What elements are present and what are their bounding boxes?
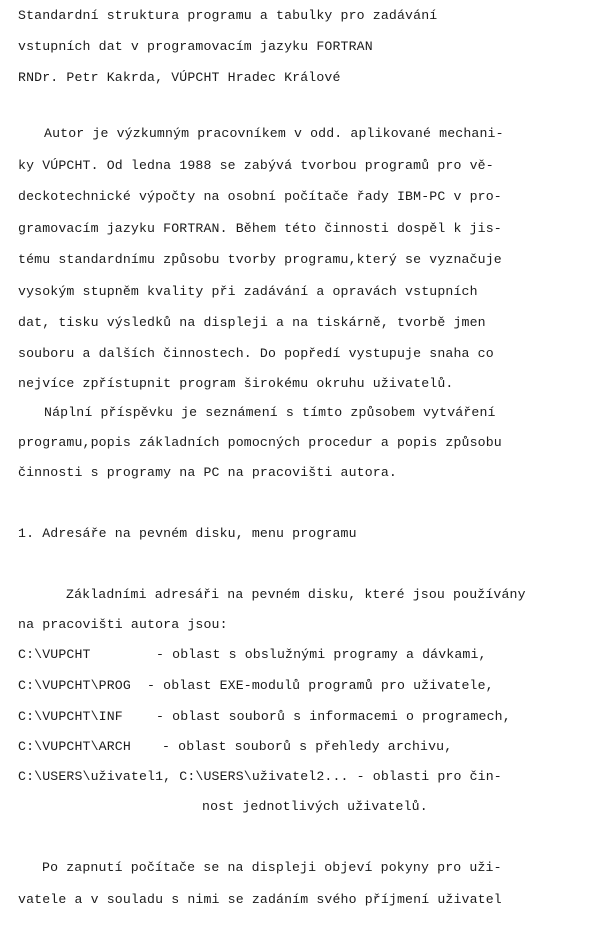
intro-line-7: dat, tisku výsledků na displeji a na tiskárně, tvorbě jmen [18, 315, 486, 330]
intro-line-6: vysokým stupněm kvality při zadávání a opravách vstupních [18, 284, 478, 299]
purpose-line-3: činnosti s programy na PC na pracovišti autora. [18, 465, 397, 480]
intro-line-9: nejvíce zpřístupnit program širokému okruhu uživatelů. [18, 376, 454, 391]
section-1-heading: 1. Adresáře na pevném disku, menu programu [18, 526, 357, 541]
purpose-line-2: programu,popis základních pomocných procedur a popis způsobu [18, 435, 502, 450]
directory-path: C:\VUPCHT\ARCH [18, 739, 131, 754]
intro-line-5: tému standardnímu způsobu tvorby programu,který se vyznačuje [18, 252, 502, 267]
author-line: RNDr. Petr Kakrda, VÚPCHT Hradec Králové [18, 70, 341, 85]
title-line-2: vstupních dat v programovacím jazyku FORTRAN [18, 39, 373, 54]
users-line-1: C:\USERS\uživatel1, C:\USERS\uživatel2... - oblasti pro čin- [18, 769, 502, 784]
intro-line-8: souboru a dalších činnostech. Do popředí vystupuje snaha co [18, 346, 494, 361]
directory-description: - oblast souborů s informacemi o programech, [156, 709, 511, 724]
intro-line-3: deckotechnické výpočty na osobní počítače řady IBM-PC v pro- [18, 189, 502, 204]
directory-description: - oblast souborů s přehledy archivu, [162, 739, 453, 754]
users-line-2: nost jednotlivých uživatelů. [202, 799, 428, 814]
directory-description: - oblast s obslužnými programy a dávkami, [156, 647, 487, 662]
intro-line-1: Autor je výzkumným pracovníkem v odd. aplikované mechani- [44, 126, 504, 141]
directory-path: C:\VUPCHT\PROG [18, 678, 131, 693]
directory-path: C:\VUPCHT\INF [18, 709, 123, 724]
purpose-line-1: Náplní příspěvku je seznámení s tímto způsobem vytváření [44, 405, 496, 420]
section-1-intro-line-2: na pracovišti autora jsou: [18, 617, 228, 632]
section-1-intro-line-1: Základními adresáři na pevném disku, které jsou používány [66, 587, 526, 602]
directory-path: C:\VUPCHT [18, 647, 91, 662]
closing-line-1: Po zapnutí počítače se na displeji objeví pokyny pro uži- [42, 860, 502, 875]
closing-line-2: vatele a v souladu s nimi se zadáním svého příjmení uživatel [18, 892, 502, 907]
intro-line-2: ky VÚPCHT. Od ledna 1988 se zabývá tvorbou programů pro vě- [18, 158, 494, 173]
intro-line-4: gramovacím jazyku FORTRAN. Během této činnosti dospěl k jis- [18, 221, 502, 236]
title-line-1: Standardní struktura programu a tabulky pro zadávání [18, 8, 438, 23]
directory-description: - oblast EXE-modulů programů pro uživatele, [147, 678, 494, 693]
